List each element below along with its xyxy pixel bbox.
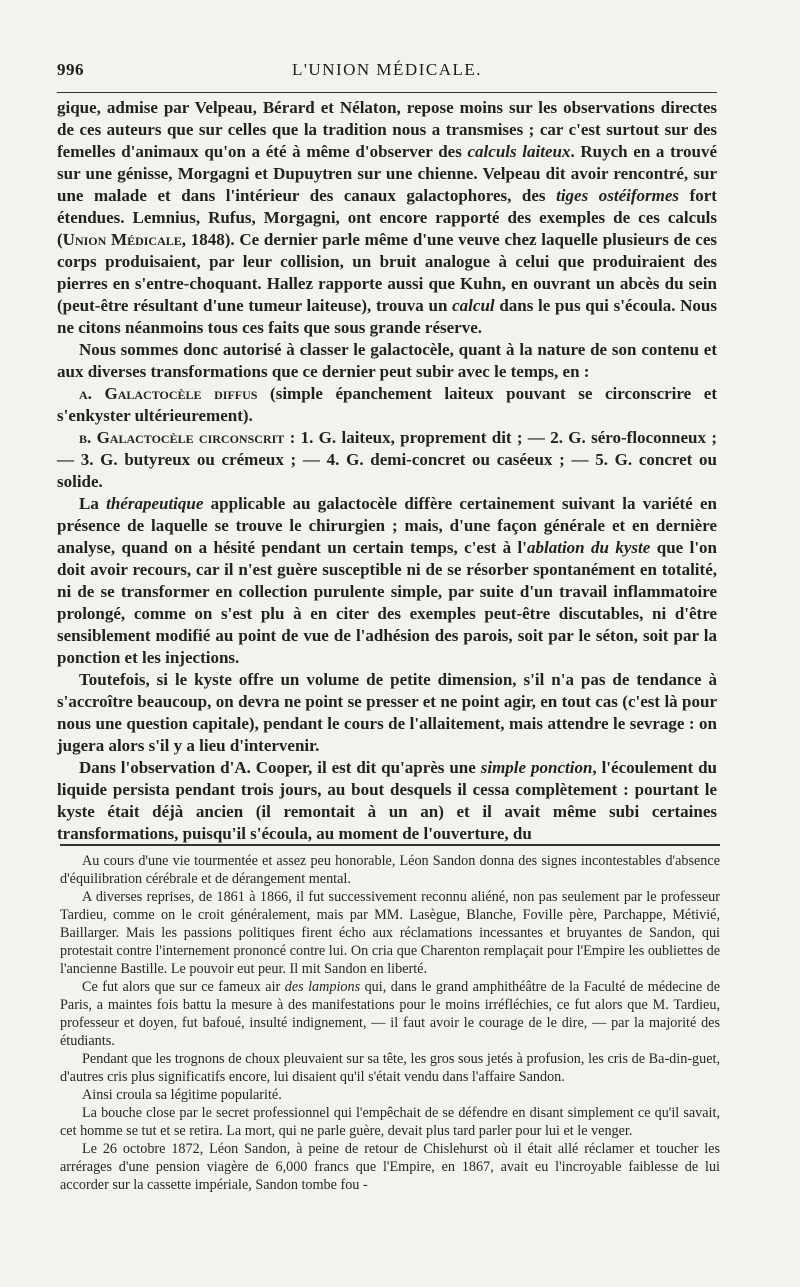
text-run: : 1. G. laiteux, proprement dit ; — 2. G. séro-floconneux ; — 3. G. butyreux ou crémeux ; — 4. G. demi-concret ou caséeux ; — 5. G. concret ou solide. — [57, 428, 717, 491]
classification-label: b. Galactocèle circonscrit — [79, 428, 285, 447]
text-run: applicable au galactocèle diffère certainement suivant la variété en présence de laquelle se trouve le chirurgien ; mais, d'une façon générale et en dernière analyse, quand on a hésité pendant un certain temps, c'est à l' — [57, 494, 717, 557]
text-run: Dans l'observation d'A. Cooper, il est dit qu'après une — [79, 758, 481, 777]
italic-term: calcul — [452, 296, 495, 315]
feuilleton-notes — [60, 852, 720, 1194]
note-paragraph: Le 26 octobre 1872, Léon Sandon, à peine de retour de Chislehurst où il était allé réclamer et toucher les arrérages d'une pension viagère de 6,000 francs que l'Empire, en 1867, avait eu l'incroyable faiblesse de lui accorder sur la cassette impériale, Sandon tombe fou - — [60, 1141, 720, 1193]
italic-term: thérapeutique — [106, 494, 204, 513]
italic-term: simple ponction — [480, 758, 593, 777]
running-title: L'UNION MÉDICALE. — [291, 60, 483, 79]
classification-label: a. Galactocèle diffus — [79, 384, 258, 403]
italic-term: tiges ostéiformes — [556, 186, 680, 205]
paragraph-classification: Nous sommes donc autorisé à classer le galactocèle, quant à la nature de son contenu et aux diverses transformations que ce dernier peut subir avec le temps, en : — [57, 340, 717, 381]
page-header — [57, 56, 717, 90]
italic-term: des lampions — [284, 979, 361, 995]
italic-term: ablation du kyste — [527, 538, 651, 557]
classification-a — [57, 383, 717, 427]
text-run: que l'on doit avoir recours, car il n'est guère susceptible ni de se résorber spontanément en totalité, ni de se transformer en collection purulente simple, par suite d'un travail inflammatoire prolongé, comme on s'est plu à en citer des exemples peut-être discutables, ni d'être sensiblement modifié au point de vue de l'adhésion des parois, soit par le séton, soit par la ponction et les injections. — [57, 538, 717, 667]
note-paragraph — [60, 978, 720, 1050]
text-run: Ce fut alors que sur ce fameux air — [82, 979, 285, 995]
note-paragraph: Ainsi croula sa légitime popularité. — [82, 1087, 282, 1103]
paragraph-toutefois: Toutefois, si le kyste offre un volume de petite dimension, s'il n'a pas de tendance à s'accroître beaucoup, on devra ne point se presser et ne point agir, en tout cas (c'est là pour nous une question capitale), pendant le cours de l'allaitement, mais attendre le sevrage : on jugera alors s'il y a lieu d'intervenir. — [57, 670, 717, 755]
text-run: fort étendues. Lemnius, Rufus, Morgagni, ont encore rapporté des exemples de ces calculs ( — [57, 186, 717, 249]
note-paragraph: A diverses reprises, de 1861 à 1866, il fut successivement reconnu aliéné, non pas seulement par le professeur Tardieu, comme on le croit généralement, mais par MM. Lasègue, Blanche, Foville père, Parchappe, Métivié, Baillarger. Mais les passions politiques firent écho aux réclamations incessantes et bruyantes de Sandon, qui protestait contre l'internement prononcé contre lui. On cria que Charenton remplaçait pour l'Empire les oubliettes de l'ancienne Bastille. Le pouvoir eut peur. Il mit Sandon en liberté. — [60, 889, 720, 977]
note-paragraph: La bouche close par le secret professionnel qui l'empêchait de se défendre en disant simplement ce qu'il savait, cet homme se tut et se retira. La mort, qui ne parle guère, devait plus tard parler pour lui et le venger. — [60, 1105, 720, 1139]
text-run: , 1848). Ce dernier parle même d'une veuve chez laquelle plusieurs de ces corps produisaient, par leur collision, un bruit analogue à celui que produiraient des pierres en s'entre-choquant. Hallez rapporte aussi que Kuhn, en ouvrant un abcès du sein (peut-être résultant d'une tumeur laiteuse), trouva un — [57, 230, 717, 315]
header-rule — [57, 92, 717, 93]
text-run: . Ruych en a trouvé sur une génisse, Morgagni et Dupuytren sur une chienne. Velpeau dit avoir rencontré, sur une malade et dans l'intérieur des canaux galactophores, des — [57, 142, 718, 205]
footnote-rule — [60, 844, 720, 846]
note-paragraph: Au cours d'une vie tourmentée et assez peu honorable, Léon Sandon donna des signes incontestables d'absence d'équilibration cérébrale et de dérangement mental. — [60, 853, 720, 887]
text-run: qui, dans le grand amphithéâtre de la Faculté de médecine de Paris, a maintes fois battu la mesure à des manifestations pour le moins irréfléchies, ce fut alors que M. Tardieu, professeur et doyen, fut bafoué, insulté indignement, — il faut avoir le courage de le dire, — par la majorité des étudiants. — [60, 979, 720, 1049]
text-run: (simple épanchement laiteux pouvant se circonscrire et s'enkyster ultérieurement). — [57, 384, 717, 425]
text-run: gique, admise par Velpeau, Bérard et Nélaton, repose moins sur les observations directes de ces auteurs que sur celles que la tradition nous a transmises ; car c'est surtout sur des femelles d'animaux qu'on a été à même d'observer des — [57, 98, 717, 161]
text-run: , l'écoulement du liquide persista pendant trois jours, au bout desquels il cessa complètement : pourtant le kyste était déjà ancien (il remontait à un an) et il avait même subi certaines transformations, puisqu'il s'écoula, au moment de l'ouverture, du — [57, 758, 718, 843]
page-number: 996 — [57, 60, 84, 79]
note-paragraph: Pendant que les trognons de choux pleuvaient sur sa tête, les gros sous jetés à profusion, les cris de Ba-din-guet, d'autres cris plus significatifs encore, lui disaient qu'il s'était vendu dans l'affaire Sandon. — [60, 1051, 720, 1085]
paragraph-therapeutique — [57, 493, 717, 669]
paragraph-cooper — [57, 757, 717, 845]
main-text — [57, 97, 717, 845]
journal-citation: Union Médicale — [62, 230, 182, 249]
text-run: La — [79, 494, 107, 513]
italic-term: calculs laiteux — [467, 142, 571, 161]
classification-b — [57, 427, 717, 493]
text-run: dans le pus qui s'écoula. Nous ne citons néanmoins tous ces faits que sous grande réserve. — [57, 296, 718, 337]
paragraph-calculs — [57, 97, 717, 339]
